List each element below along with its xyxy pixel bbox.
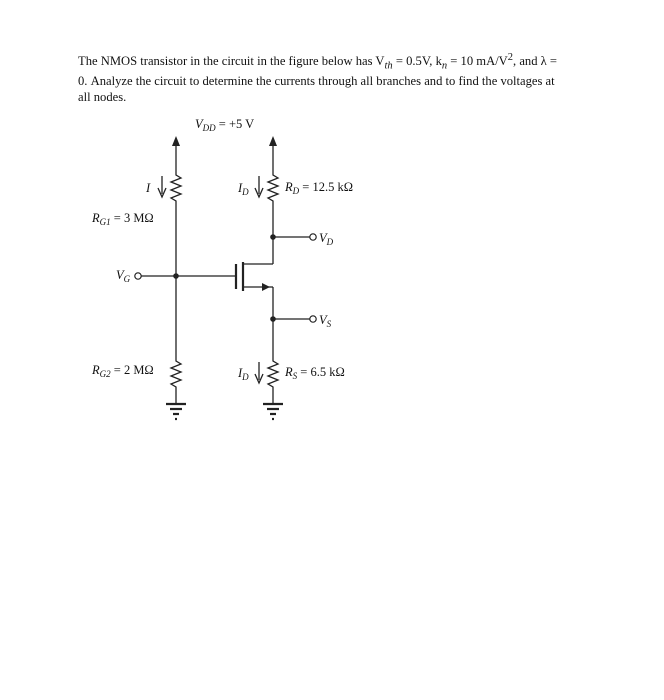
current-i-arrow xyxy=(158,176,166,197)
vd-label: $V_D$ xyxy=(319,231,334,247)
rs-resistor xyxy=(268,358,278,400)
vth-value: = 0.5V, k xyxy=(392,54,442,69)
rg1-resistor xyxy=(171,172,181,204)
id-bottom-label: $I_D$ xyxy=(238,366,249,382)
vdd-label: $V_{DD} = +5$ V xyxy=(195,117,255,133)
rg1-label: $R_{G1} = 3$ MΩ xyxy=(92,211,154,227)
rg2-resistor xyxy=(171,358,181,400)
right-ground-icon xyxy=(263,400,283,419)
rd-resistor xyxy=(268,172,278,204)
left-ground-icon xyxy=(166,400,186,419)
problem-line2: 0. Analyze the circuit to determine the currents through all branches and to find the voltages at xyxy=(78,74,555,89)
vs-terminal xyxy=(310,316,316,322)
id-top-label: $I_D$ xyxy=(238,181,249,197)
nmos-transistor xyxy=(236,262,273,291)
vg-terminal xyxy=(135,273,141,279)
problem-line3: all nodes. xyxy=(78,89,127,104)
vth-subscript: th xyxy=(384,60,393,72)
lambda-text: , and λ = xyxy=(513,54,558,69)
kn-subscript: n xyxy=(441,60,448,72)
vg-label: $V_G$ xyxy=(116,268,131,284)
problem-line1: The NMOS transistor in the circuit in the figure below has V xyxy=(78,54,385,69)
vd-terminal xyxy=(310,234,316,240)
kn-value: = 10 mA/V xyxy=(447,54,508,69)
kn-exponent: 2 xyxy=(507,52,514,63)
id-bottom-arrow xyxy=(255,362,263,383)
right-supply-arrow xyxy=(269,136,277,172)
vs-label: $V_S$ xyxy=(319,313,332,329)
rs-label: $R_S = 6.5$ kΩ xyxy=(285,365,345,381)
rg2-label: $R_{G2} = 2$ MΩ xyxy=(92,363,154,379)
rd-label: $R_D = 12.5$ kΩ xyxy=(285,180,353,196)
current-i-label: I xyxy=(146,181,151,195)
id-top-arrow xyxy=(255,176,263,197)
left-supply-arrow xyxy=(172,136,180,172)
